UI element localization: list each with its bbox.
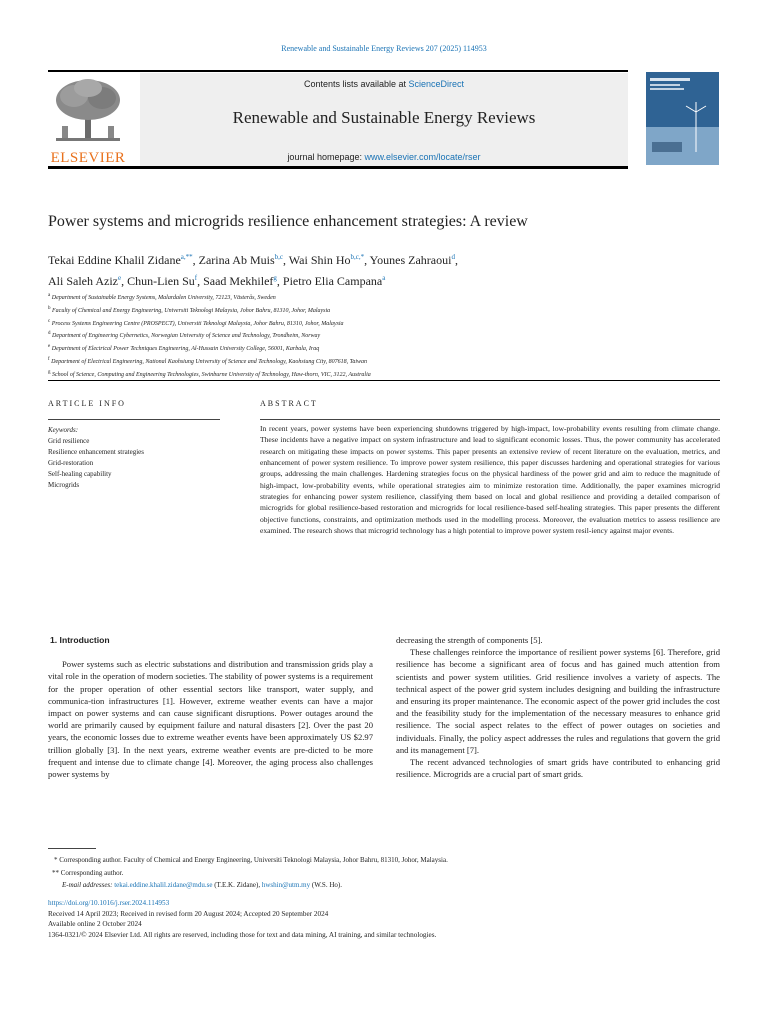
homepage-link[interactable]: www.elsevier.com/locate/rser xyxy=(364,152,481,162)
article-info-heading: ARTICLE INFO xyxy=(48,399,126,408)
email-line: E-mail addresses: tekai.eddine.khalil.zidane@mdu.se (T.E.K. Zidane), hwshin@utm.my (W.S. Ho). xyxy=(62,881,342,889)
keyword: Resilience enhancement strategies xyxy=(48,448,145,456)
corresponding-note: ** Corresponding author. xyxy=(52,868,124,877)
email-link[interactable]: hwshin@utm.my xyxy=(261,881,311,889)
section-heading: 1. Introduction xyxy=(50,635,110,645)
publisher-wordmark: ELSEVIER xyxy=(50,150,126,166)
affiliation-list xyxy=(48,291,728,381)
journal-cover-thumbnail xyxy=(646,72,719,165)
running-header: Renewable and Sustainable Energy Reviews 207 (2025) 114953 xyxy=(281,44,487,53)
sciencedirect-link[interactable]: ScienceDirect xyxy=(408,79,465,89)
received-dates: Received 14 April 2023; Received in revised form 20 August 2024; Accepted 20 September 2024 xyxy=(48,909,329,918)
keyword: Grid resilience xyxy=(48,437,90,445)
author[interactable]: Chun-Lien Su$^f$ xyxy=(127,274,198,288)
author[interactable]: Saad Mekhilef$^g$ xyxy=(203,274,277,288)
footnote-rule xyxy=(48,848,96,849)
contents-line xyxy=(140,79,628,89)
author[interactable]: Zarina Ab Muis$^{b,c}$ xyxy=(198,253,283,267)
abstract-text: In recent years, power systems have been experiencing shutdowns triggered by high-impact, low-probability events resulting from climate change. These incidents have a negative impact on system infrastructure and lead to significant economic losses. Thus, the power community has accelerated research on mitigating these impacts on power systems. This paper presents an extensive review of recent literature on the evaluation, metrics, and enhancement of power system resilience. To improve power system resilience, this paper discusses hardening and operational strategies for various groups, addressing the main challenges. Hardening strategies focus on the physical hardiness of the power grid and aim to reduce the magnitude of high-impact, low-probability events, while operational strategies aim to minimize restoration time. Additionally, the paper examines microgrid strategies for enhancing power system resilience, classifying them based on local and global resilience and providing a detailed comparison of microgrids for global resilience-based restoration and microgrids for local resilience-based self-healing strategies. This paper presents the different objective functions, constraints, and optimization methods used in the modelling process. Moreover, the evaluation metrics to assess resilience are examined. The research shows that microgrid technology has a high potential to improve power system resil-iency against major events. xyxy=(260,424,720,536)
abstract-rule xyxy=(260,419,720,420)
body-paragraph: decreasing the strength of components [5]. xyxy=(396,635,543,645)
keyword: Grid-restoration xyxy=(48,459,94,467)
body-paragraph: Power systems such as electric substations and distribution and transmission grids play a vital role in the operation of modern societies. The stability of power systems is a requirement for the proper operation of other essential sectors like transport, water supply, and communica-tion infrastructures [1]. However, extreme weather events can have a major impact on power systems and can cause significant disruptions. Power outages around the world are primarily caused by equipment failure and natural disasters [2]. Over the past 20 years, the economic losses due to extreme weather events have been approximately US $2.97 trillion globally [3]. In the next years, extreme weather events are pre-dicted to be more frequent and intense due to climate change [4]. Moreover, the aging process also challenges power systems by xyxy=(48,659,373,780)
article-info-rule xyxy=(48,419,220,420)
article-title: Power systems and microgrids resilience enhancement strategies: A review xyxy=(48,213,528,230)
copyright: 1364-0321/© 2024 Elsevier Ltd. All rights are reserved, including those for text and data mining, AI training, and similar technologies. xyxy=(48,930,437,939)
elsevier-tree-logo xyxy=(48,76,128,148)
abstract-heading: ABSTRACT xyxy=(260,399,318,408)
footnotes xyxy=(48,854,728,892)
available-online: Available online 2 October 2024 xyxy=(48,920,142,928)
affiliation: $^b$ Faculty of Chemical and Energy Engineering, Universiti Teknologi Malaysia, Johor Bahru, 81310, Johor, Malaysia xyxy=(48,305,331,314)
affiliation: $^f$ Department of Electrical Engineering, National Kaohsiung University of Science and Technology, Kaohsiung City, 807618, Taiwan xyxy=(48,356,368,365)
body-left-column xyxy=(48,634,373,780)
affiliation: $^a$ Department of Sustainable Energy Systems, Malardalen University, 72123, Västerås, Sweden xyxy=(48,293,276,301)
author[interactable]: Wai Shin $Ho^{b,c,*}$ xyxy=(288,253,365,267)
publication-info xyxy=(48,898,728,940)
body-paragraph: The recent advanced technologies of smart grids have contributed to enhancing grid resilience. Microgrids are a crucial part of smart grids. xyxy=(396,757,720,780)
affiliation: $^e$ Department of Electrical Power Techniques Engineering, Al-Hussain University College, 56001, Karbala, Iraq xyxy=(48,344,320,353)
author-list: Tekai Eddine Khalil Zidane$^{a,**}$, Zarina Ab Muis$^{b,c}$, Wai Shin $Ho^{b,c,*}$, Younes Zahraoui$^d$, Ali Saleh Aziz$^e$, Chun-Lien Su$^f$, Saad Mekhilef$^g$, Pietro Elia Campana$^a$ xyxy=(48,253,458,288)
body-paragraph: These challenges reinforce the importance of resilient power systems [6]. Therefore, grid resilience has become a significant area of focus and has gained much attention from scientists and power system utilities. Grid resilience involves a variety of aspects. The technical aspect of the power grid system includes designing and building the infrastructure and ensuring its proper maintenance. The economic aspect of the power grid includes the cost and the feasibility study for the implementation of the necessary measures to enhance grid resilience. The social aspect relates to the effect of power outages on societies and individuals. Finally, the policy aspect addresses the rules and regulations that govern the grid and its management [7]. xyxy=(396,647,720,755)
affiliation: $^d$ Department of Engineering Cybernetics, Norwegian University of Science and Technology, Trondheim, Norway xyxy=(48,331,321,340)
homepage-prefix: journal homepage: xyxy=(287,152,365,162)
keywords-block xyxy=(48,425,218,491)
contents-prefix: Contents lists available at xyxy=(303,79,409,89)
info-top-rule xyxy=(48,380,720,381)
body-right-column xyxy=(396,634,720,780)
affiliation: $^g$ School of Science, Computing and Engineering Technologies, Swinburne University of Technology, Haw-thorn, VIC, 3122, Australia xyxy=(48,369,371,378)
masthead-top-rule xyxy=(48,70,628,72)
homepage-line xyxy=(140,152,628,162)
affiliation: $^c$ Process Systems Engineering Centre (PROSPECT), Universiti Teknologi Malaysia, Johor Bahru, 81310, Johor, Malaysia xyxy=(48,318,344,327)
corresponding-note: * Corresponding author. Faculty of Chemical and Energy Engineering, Universiti Teknologi Malaysia, Johor Bahru, 81310, Johor, Malaysia. xyxy=(54,856,448,864)
journal-title: Renewable and Sustainable Energy Reviews xyxy=(232,108,536,127)
author[interactable]: Pietro Elia Campana$^a$ xyxy=(282,274,386,288)
keyword: Self-healing capability xyxy=(48,470,112,478)
doi-link[interactable]: https://doi.org/10.1016/j.rser.2024.114953 xyxy=(48,899,170,907)
author[interactable]: Tekai Eddine Khalil Zidane$^{a,**}$ xyxy=(48,253,193,267)
email-link[interactable]: tekai.eddine.khalil.zidane@mdu.se xyxy=(114,881,213,889)
author[interactable]: Ali Saleh Aziz$^e$ xyxy=(48,274,122,288)
masthead-bottom-rule xyxy=(48,166,628,169)
keyword: Microgrids xyxy=(48,481,80,489)
keywords-label: Keywords: xyxy=(48,426,79,434)
author[interactable]: Younes Zahraoui$^d$ xyxy=(369,253,455,267)
